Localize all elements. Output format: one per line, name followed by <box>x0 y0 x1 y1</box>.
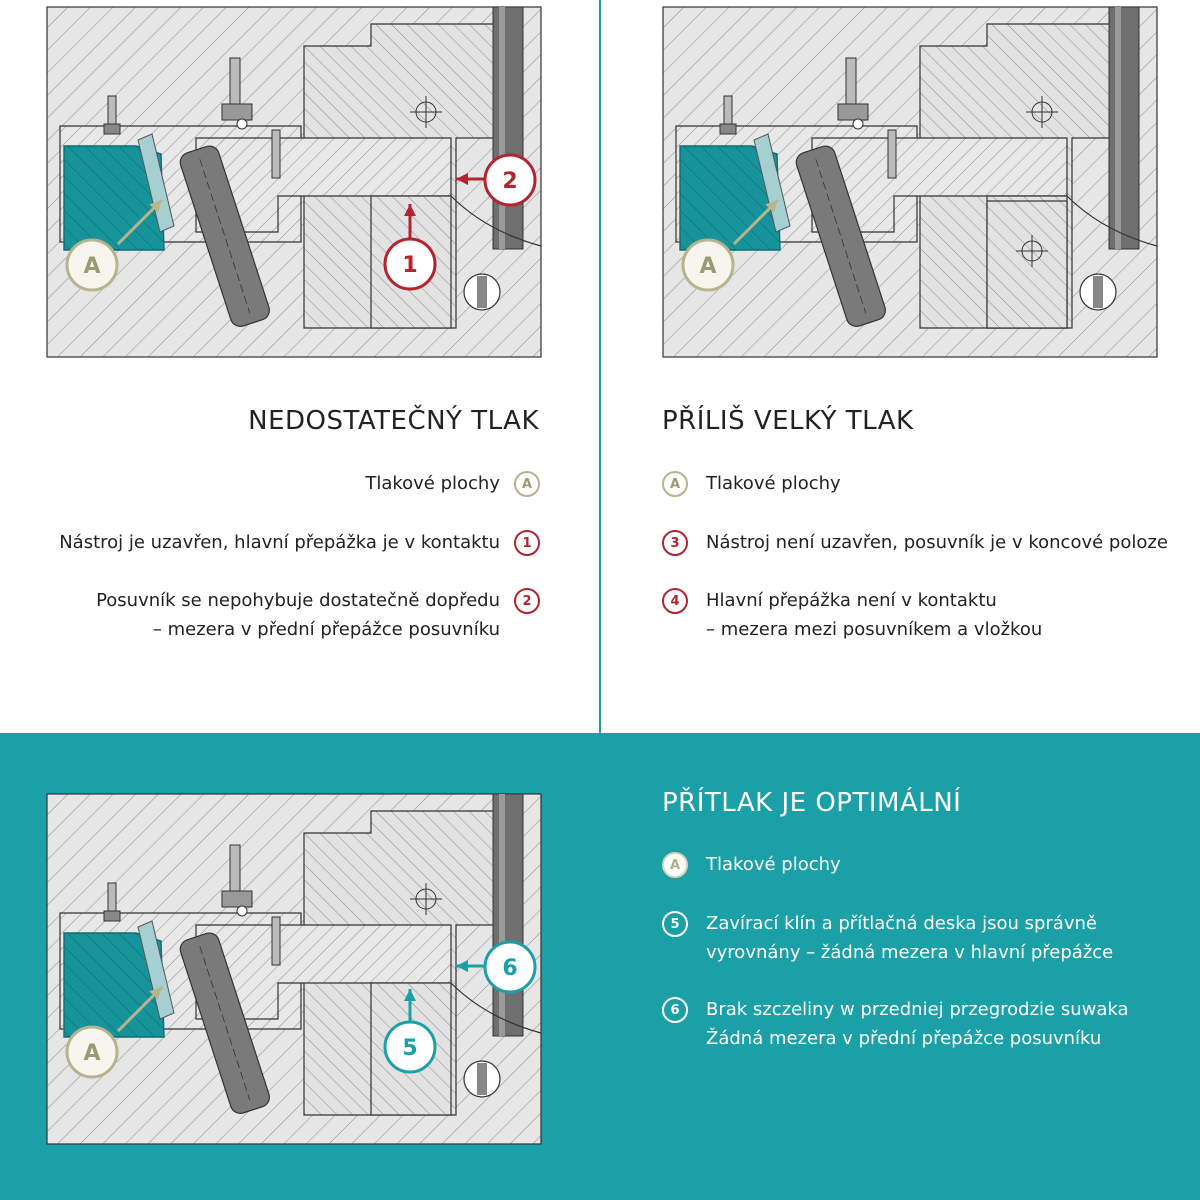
badge-3-icon: 3 <box>662 530 688 556</box>
legend-text-line: Posuvník se nepohybuje dostatečně dopředu <box>96 590 500 611</box>
callout-a-badge-label: A <box>83 1041 101 1066</box>
legend-item-4 <box>662 586 1042 644</box>
switch-roller <box>237 906 247 916</box>
callout-2-badge-label: 2 <box>502 169 518 194</box>
switch-housing <box>838 104 868 120</box>
steel-column-highlight <box>499 794 505 1036</box>
callout-a-badge-label: A <box>699 254 717 279</box>
steel-column-highlight <box>1115 7 1121 249</box>
vertical-divider <box>599 0 601 733</box>
steel-column <box>493 794 523 1036</box>
callout-1-badge-label: 1 <box>402 253 418 278</box>
legend-item-1 <box>59 528 540 557</box>
legend-text-line: – mezera mezi posuvníkem a vložkou <box>706 619 1043 640</box>
legend-item-pressure-surfaces <box>365 469 540 498</box>
legend-text-line: Žádná mezera v přední přepážce posuvníku <box>706 1028 1102 1049</box>
legend-text-line: Zavírací klín a přítlačná deska jsou správně <box>706 913 1097 934</box>
legend-text-block <box>706 995 1129 1053</box>
legend-text-block <box>706 586 1042 644</box>
badge-5-icon: 5 <box>662 911 688 937</box>
cross-section-drawing <box>46 6 542 358</box>
legend-text: Tlakové plochy <box>706 473 841 494</box>
switch-roller <box>853 119 863 129</box>
cross-section-drawing <box>46 793 542 1145</box>
callout-5-badge-label: 5 <box>402 1036 418 1061</box>
diagram-optimal-pressure <box>46 793 542 1145</box>
panel-title-excessive: PŘÍLIŠ VELKÝ TLAK <box>662 406 914 436</box>
bolt <box>108 883 116 911</box>
bolt-head <box>104 911 120 921</box>
badge-a-icon: A <box>662 852 688 878</box>
legend-item-5 <box>662 909 1113 967</box>
switch-roller <box>237 119 247 129</box>
legend-item-pressure-surfaces <box>662 469 841 498</box>
legend-text-block <box>96 586 500 644</box>
badge-1-icon: 1 <box>514 530 540 556</box>
legend-item-2 <box>96 586 540 644</box>
bolt <box>108 96 116 124</box>
legend-text: Nástroj není uzavřen, posuvník je v koncové poloze <box>706 532 1168 553</box>
badge-2-icon: 2 <box>514 588 540 614</box>
switch-housing <box>222 104 252 120</box>
diagram-insufficient-pressure <box>46 6 542 358</box>
switch-stem <box>230 845 240 893</box>
legend-text: Tlakové plochy <box>706 854 841 875</box>
legend-text-line: vyrovnány – žádná mezera v hlavní přepážce <box>706 942 1114 963</box>
legend-text: Tlakové plochy <box>365 473 500 494</box>
steel-column-highlight <box>499 7 505 249</box>
cross-section-drawing <box>662 6 1158 358</box>
badge-6-icon: 6 <box>662 997 688 1023</box>
legend-text-line: Hlavní přepážka není v kontaktu <box>706 590 997 611</box>
screw <box>272 917 280 965</box>
switch-housing <box>222 891 252 907</box>
badge-4-icon: 4 <box>662 588 688 614</box>
legend-text-line: – mezera v přední přepážce posuvníku <box>152 619 500 640</box>
switch-stem <box>230 58 240 106</box>
bolt <box>724 96 732 124</box>
switch-stem <box>846 58 856 106</box>
callout-a-badge-label: A <box>83 254 101 279</box>
dowel-pin-slot <box>477 1063 487 1095</box>
panel-title-optimal: PŘÍTLAK JE OPTIMÁLNÍ <box>662 788 962 818</box>
steel-column <box>1109 7 1139 249</box>
diagram-excessive-pressure <box>662 6 1158 358</box>
insert-block-offset <box>987 201 1067 328</box>
dowel-pin-slot <box>1093 276 1103 308</box>
panel-title-insufficient: NEDOSTATEČNÝ TLAK <box>248 406 539 436</box>
dowel-pin-slot <box>477 276 487 308</box>
legend-text: Nástroj je uzavřen, hlavní přepážka je v kontaktu <box>59 532 500 553</box>
legend-text-block <box>706 909 1113 967</box>
screw <box>272 130 280 178</box>
legend-item-6 <box>662 995 1129 1053</box>
badge-a-icon: A <box>662 471 688 497</box>
badge-a-icon: A <box>514 471 540 497</box>
steel-column <box>493 7 523 249</box>
bolt-head <box>720 124 736 134</box>
bolt-head <box>104 124 120 134</box>
callout-6-badge-label: 6 <box>502 956 518 981</box>
screw <box>888 130 896 178</box>
legend-item-3 <box>662 528 1168 557</box>
legend-text-line: Brak szczeliny w przedniej przegrodzie suwaka <box>706 999 1129 1020</box>
legend-item-pressure-surfaces <box>662 850 841 879</box>
